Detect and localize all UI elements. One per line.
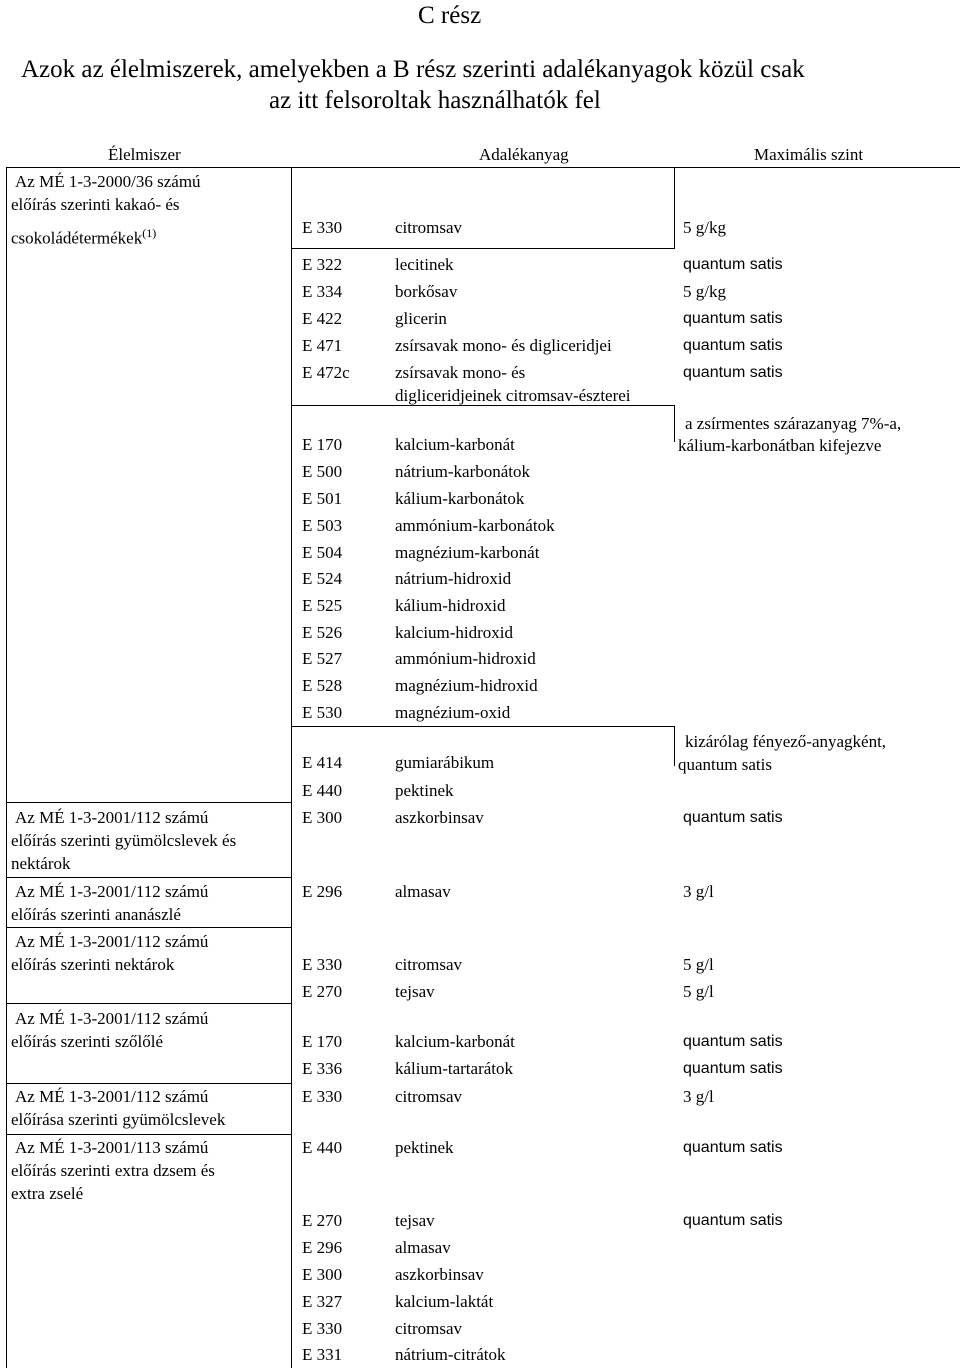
additive-code: E 270 — [302, 1211, 343, 1230]
food-4-line-2: előírás szerinti nektárok — [11, 955, 175, 974]
additive-name: nátrium-hidroxid — [395, 569, 512, 588]
food-5-line-2: előírás szerinti szőlőlé — [11, 1032, 164, 1051]
additive-code: E 503 — [302, 516, 343, 535]
food-rule-2 — [6, 877, 291, 878]
additive-max-level: quantum satis — [683, 1139, 783, 1156]
additive-code: E 440 — [302, 781, 343, 800]
additive-code: E 336 — [302, 1059, 343, 1078]
additive-name: gumiarábikum — [395, 753, 495, 772]
additive-code: E 170 — [302, 1032, 343, 1051]
additive-name: ammónium-hidroxid — [395, 649, 536, 668]
additive-name: kálium-tartarátok — [395, 1059, 514, 1078]
additive-name: aszkorbinsav — [395, 808, 484, 827]
additive-name: kalcium-karbonát — [395, 435, 515, 454]
additive-name: kalcium-hidroxid — [395, 623, 514, 642]
additive-name: magnézium-oxid — [395, 703, 511, 722]
food-1-line-1: Az MÉ 1-3-2000/36 számú — [15, 172, 201, 191]
food-rule-6 — [6, 1134, 291, 1135]
food-column-divider — [291, 167, 292, 1368]
additive-name: glicerin — [395, 309, 447, 328]
page-subtitle-line2: az itt felsoroltak használhatók fel — [269, 87, 601, 114]
additive-code: E 330 — [302, 218, 343, 237]
additive-max-level: quantum satis — [683, 1060, 783, 1077]
additive-name: citromsav — [395, 218, 463, 237]
additive-name: tejsav — [395, 982, 435, 1001]
additive-column-divider-1 — [674, 167, 675, 248]
additive-name: aszkorbinsav — [395, 1265, 484, 1284]
column-header-max: Maximális szint — [754, 145, 864, 164]
additive-name: almasav — [395, 1238, 451, 1257]
additive-name: nátrium-karbonátok — [395, 462, 531, 481]
additive-max-level: quantum satis — [683, 310, 783, 327]
additive-max-level-line-2: quantum satis — [678, 755, 772, 774]
additive-name: nátrium-citrátok — [395, 1345, 506, 1364]
additive-code: E 527 — [302, 649, 343, 668]
page-subtitle-line1: Azok az élelmiszerek, amelyekben a B rész szerinti adalékanyagok közül csak — [21, 56, 805, 83]
food-rule-1 — [6, 802, 291, 803]
additive-code: E 500 — [302, 462, 343, 481]
additive-max-level: quantum satis — [683, 256, 783, 273]
additive-code: E 330 — [302, 955, 343, 974]
additive-max-level: quantum satis — [683, 1212, 783, 1229]
food-1-line-2: előírás szerinti kakaó- és — [11, 195, 180, 214]
additive-name: citromsav — [395, 1087, 463, 1106]
additive-name: almasav — [395, 882, 451, 901]
food-rule-4 — [6, 1003, 291, 1004]
food-4-line-1: Az MÉ 1-3-2001/112 számú — [15, 932, 209, 951]
additive-code: E 530 — [302, 703, 343, 722]
additive-code: E 472c — [302, 363, 350, 382]
additive-column-divider-3 — [674, 726, 675, 766]
additive-code: E 270 — [302, 982, 343, 1001]
additive-max-level: 5 g/l — [683, 982, 714, 1001]
row-rule-2 — [292, 405, 675, 406]
food-rule-5 — [6, 1083, 291, 1084]
additive-code: E 501 — [302, 489, 343, 508]
food-3-line-1: Az MÉ 1-3-2001/112 számú — [15, 882, 209, 901]
additive-code: E 296 — [302, 1238, 343, 1257]
additive-name: borkősav — [395, 282, 458, 301]
additive-name: citromsav — [395, 955, 463, 974]
food-5-line-1: Az MÉ 1-3-2001/112 számú — [15, 1009, 209, 1028]
additive-code: E 330 — [302, 1319, 343, 1338]
additive-name: tejsav — [395, 1211, 435, 1230]
footnote-marker: (1) — [142, 226, 157, 240]
additive-code: E 525 — [302, 596, 343, 615]
additive-max-level: 5 g/l — [683, 955, 714, 974]
additive-code: E 440 — [302, 1138, 343, 1157]
additive-max-level: 3 g/l — [683, 882, 714, 901]
left-border — [6, 167, 7, 1368]
additive-code: E 322 — [302, 255, 343, 274]
food-2-line-3: nektárok — [11, 854, 71, 873]
row-rule-3 — [292, 726, 675, 727]
additive-code: E 327 — [302, 1292, 343, 1311]
additive-name: ammónium-karbonátok — [395, 516, 555, 535]
additive-code: E 422 — [302, 309, 343, 328]
section-title: C rész — [418, 2, 482, 29]
additive-name: kálium-karbonátok — [395, 489, 525, 508]
additive-name: zsírsavak mono- és — [395, 363, 526, 382]
additive-max-level: 5 g/kg — [683, 218, 726, 237]
additive-max-level: quantum satis — [683, 809, 783, 826]
additive-code: E 528 — [302, 676, 343, 695]
additive-max-level: quantum satis — [683, 1033, 783, 1050]
additive-code: E 300 — [302, 1265, 343, 1284]
additive-name: kalcium-karbonát — [395, 1032, 515, 1051]
food-1-line-3: csokoládétermékek$^{(1)}$ — [11, 226, 157, 248]
food-rule-3 — [6, 927, 291, 928]
additive-max-level: kizárólag fényező-anyagként, — [685, 732, 887, 751]
additive-code: E 334 — [302, 282, 343, 301]
additive-name: lecitinek — [395, 255, 454, 274]
food-6-line-2: előírása szerinti gyümölcslevek — [11, 1110, 226, 1129]
row-rule-1 — [292, 248, 675, 249]
additive-max-level-line-2: kálium-karbonátban kifejezve — [678, 436, 882, 455]
additive-code: E 524 — [302, 569, 343, 588]
header-rule — [6, 167, 960, 168]
food-7-line-1: Az MÉ 1-3-2001/113 számú — [15, 1138, 209, 1157]
additive-max-level: 5 g/kg — [683, 282, 726, 301]
food-6-line-1: Az MÉ 1-3-2001/112 számú — [15, 1087, 209, 1106]
additive-code: E 331 — [302, 1345, 343, 1364]
column-header-additive: Adalékanyag — [479, 145, 569, 164]
additive-name: kálium-hidroxid — [395, 596, 506, 615]
additive-name: magnézium-hidroxid — [395, 676, 538, 695]
additive-code: E 300 — [302, 808, 343, 827]
food-7-line-2: előírás szerinti extra dzsem és — [11, 1161, 215, 1180]
additive-code: E 526 — [302, 623, 343, 642]
additive-code: E 330 — [302, 1087, 343, 1106]
additive-name: zsírsavak mono- és digliceridjei — [395, 336, 612, 355]
food-7-line-3: extra zselé — [11, 1184, 84, 1203]
food-2-line-1: Az MÉ 1-3-2001/112 számú — [15, 808, 209, 827]
additive-name: citromsav — [395, 1319, 463, 1338]
additive-name: magnézium-karbonát — [395, 543, 540, 562]
additive-max-level: quantum satis — [683, 364, 783, 381]
additive-code: E 170 — [302, 435, 343, 454]
additive-code: E 471 — [302, 336, 343, 355]
additive-max-level: a zsírmentes szárazanyag 7%-a, — [685, 414, 902, 433]
column-header-food: Élelmiszer — [108, 145, 181, 164]
additive-code: E 296 — [302, 882, 343, 901]
additive-name: kalcium-laktát — [395, 1292, 494, 1311]
additive-name: pektinek — [395, 1138, 454, 1157]
additive-code: E 414 — [302, 753, 343, 772]
additive-code: E 504 — [302, 543, 343, 562]
additive-name-line-2: digliceridjeinek citromsav-észterei — [395, 386, 631, 405]
additive-max-level: 3 g/l — [683, 1087, 714, 1106]
additive-max-level: quantum satis — [683, 337, 783, 354]
additive-column-divider-2 — [674, 405, 675, 442]
food-2-line-2: előírás szerinti gyümölcslevek és — [11, 831, 237, 850]
additive-name: pektinek — [395, 781, 454, 800]
food-3-line-2: előírás szerinti ananászlé — [11, 905, 181, 924]
